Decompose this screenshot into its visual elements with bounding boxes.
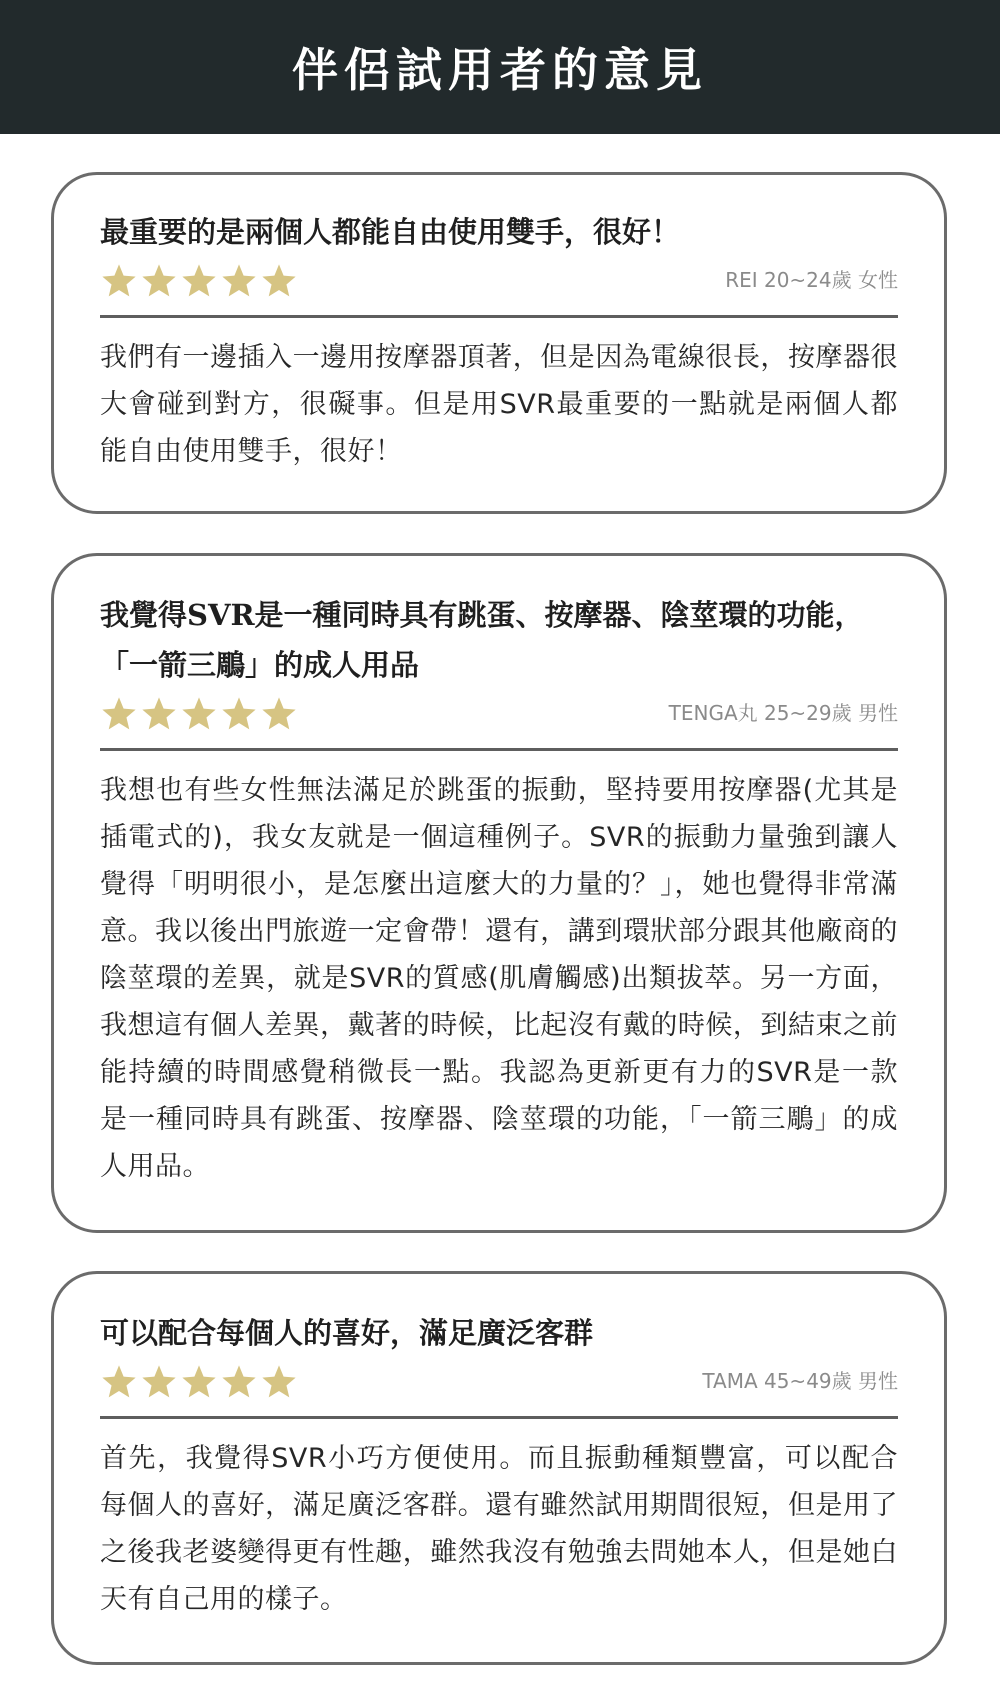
- star-icon: [180, 695, 218, 733]
- star-icon: [100, 262, 138, 300]
- page-header: [0, 0, 1000, 134]
- page-title: 伴侶試用者的意見: [292, 43, 708, 97]
- star-icon: [260, 695, 298, 733]
- review-card: [51, 553, 947, 1233]
- reviewer-info: TENGA丸 25~29歲 男性: [668, 700, 898, 725]
- star-rating: [100, 695, 298, 733]
- star-icon: [140, 262, 178, 300]
- star-icon: [100, 1363, 138, 1401]
- star-rating: [100, 1363, 298, 1401]
- star-icon: [180, 1363, 218, 1401]
- reviewer-info: TAMA 45~49歲 男性: [702, 1368, 898, 1393]
- review-body: 我們有一邊插入一邊用按摩器頂著，但是因為電線很長，按摩器很大會碰到對方，很礙事。但是用SVR最重要的一點就是兩個人都能自由使用雙手，很好！: [100, 342, 898, 467]
- review-title: 最重要的是兩個人都能自由使用雙手，很好！: [100, 215, 681, 249]
- star-icon: [180, 262, 218, 300]
- review-card: [51, 1271, 947, 1665]
- review-title: 可以配合每個人的喜好，滿足廣泛客群: [100, 1316, 594, 1350]
- review-body: 首先，我覺得SVR小巧方便使用。而且振動種類豐富，可以配合每個人的喜好，滿足廣泛客群。還有雖然試用期間很短，但是用了之後我老婆變得更有性趣，雖然我沒有勉強去問她本人，但是她白天有自己用的樣子。: [100, 1443, 898, 1615]
- review-meta: [100, 1358, 898, 1419]
- star-icon: [220, 695, 258, 733]
- star-icon: [140, 695, 178, 733]
- reviewer-info: REI 20~24歲 女性: [725, 267, 898, 292]
- star-icon: [140, 1363, 178, 1401]
- review-meta: [100, 257, 898, 318]
- review-meta: [100, 690, 898, 751]
- star-icon: [220, 262, 258, 300]
- star-icon: [260, 262, 298, 300]
- star-icon: [100, 695, 138, 733]
- review-title: 我覺得SVR是一種同時具有跳蛋、按摩器、陰莖環的功能，「一箭三鵰」的成人用品: [100, 598, 864, 682]
- review-card: [51, 172, 947, 514]
- review-body: 我想也有些女性無法滿足於跳蛋的振動，堅持要用按摩器(尤其是插電式的)，我女友就是一個這種例子。SVR的振動力量強到讓人覺得「明明很小，是怎麼出這麼大的力量的？」，她也覺得非常滿意。我以後出門旅遊一定會帶！還有，講到環狀部分跟其他廠商的陰莖環的差異，就是SVR的質感(肌膚觸感)出類拔萃。另一方面，我想這有個人差異，戴著的時候，比起沒有戴的時候，到結束之前能持續的時間感覺稍微長一點。我認為更新更有力的SVR是一款是一種同時具有跳蛋、按摩器、陰莖環的功能，「一箭三鵰」的成人用品。: [100, 775, 898, 1182]
- star-rating: [100, 262, 298, 300]
- star-icon: [260, 1363, 298, 1401]
- star-icon: [220, 1363, 258, 1401]
